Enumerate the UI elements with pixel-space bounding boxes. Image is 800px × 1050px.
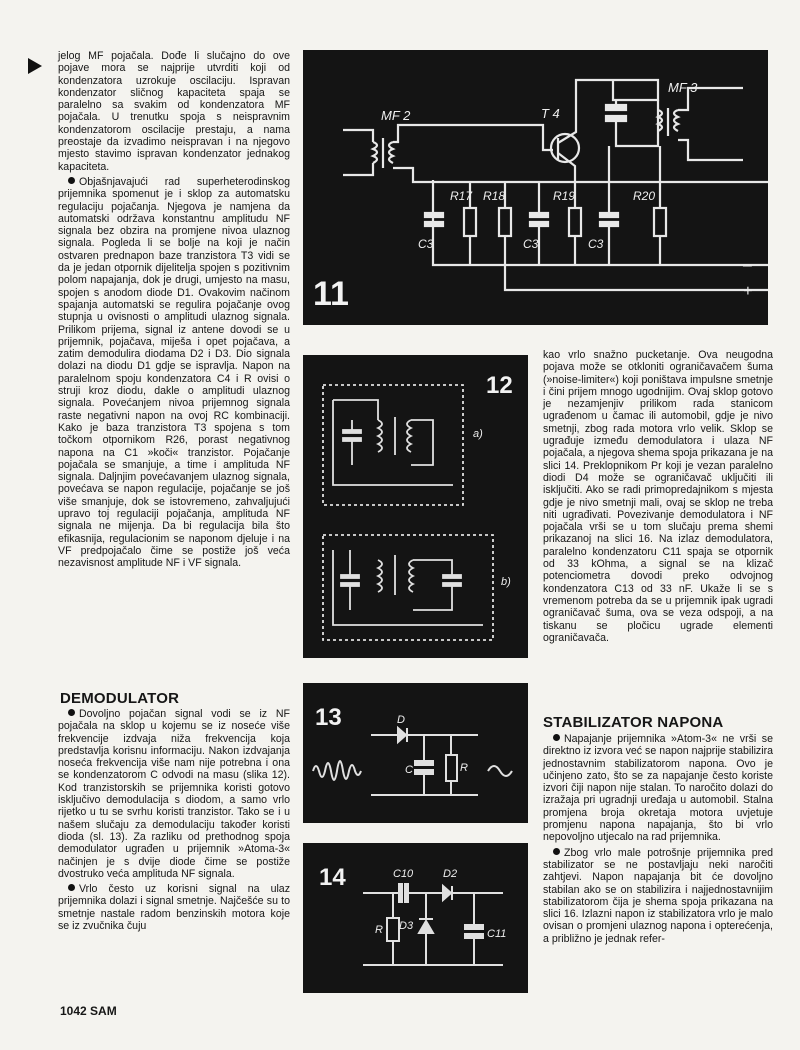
- label-minus: –: [743, 257, 752, 274]
- label-c3: C3: [588, 237, 604, 251]
- text-column-right-bottom: [543, 733, 773, 948]
- section-heading-demodulator: DEMODULATOR: [60, 690, 180, 707]
- label-c3: C3: [418, 237, 434, 251]
- label-c3: C3: [523, 237, 539, 251]
- label-r20: R20: [633, 189, 656, 203]
- bullet-icon: [68, 884, 75, 891]
- text-column-right-top: [543, 349, 773, 647]
- label-b: b): [501, 576, 511, 588]
- label-mf2: MF 2: [381, 108, 411, 123]
- label-c: C: [405, 764, 413, 776]
- figure-number: 11: [313, 275, 349, 313]
- label-r17: R17: [450, 189, 473, 203]
- label-plus: +: [743, 283, 753, 300]
- text-column-left-top: [58, 50, 290, 572]
- label-r19: R19: [553, 189, 576, 203]
- label-r: R: [460, 762, 468, 774]
- paragraph: Napajanje prijemnika »Atom-3« ne vrši se direktno iz izvora već se napon najprije stabilizira jednostavnim stabilizatorom napona. Ovo je učinjeno zato, što se za napajanje često koriste izvori čiji napon nije stalan. To naročito dolazi do izražaja pri ugradnji uređaja u automobil. Stalna promjena broja okretaja motora uvjetuje promjenu napona napajanja, što bi vrlo nepovoljno utjecalo na rad prijemnika.: [543, 733, 773, 844]
- paragraph: kao vrlo snažno pucketanje. Ova neugodna pojava može se otkloniti ograničavačem šuma (»noise-limiter«) koji poništava impulsne smetnje i čini prijem mnogo ugodnijim. Ovaj sklop gotovo je nezamjenjiv prilikom rada stanicom ugrađenom u čamac ili automobil, gdje je nivo smetnji, zbog rada motora vrlo velik. Sklop se ugrađuje između demodulatora i ulaza NF pojačala, a njegova shema spoja prikazana je na slici 14. Preklopnikom Pr koji je vezan paralelno diodi D4 može se ograničavač uključiti ili isključiti. Ako se radi primopredajnikom s mjesta gdje je nivo smetnji mali, ovaj se sklop ne treba niti ugrađivati. Povezivanje demodulatora i NF pojačala vrši se u tom slučaju prema shemi prikazanoj na slici 16. Na izlaz demodulatora, paralelno kondenzatoru C11 spaja se otpornik od 33 kOhma, a signal se na klizač potenciometra dovodi preko odvojnog kondenzatora C13 od 33 nF. Ukaže li se s vremenom potreba da se u prijemnik ipak ugradi ograničavač šuma, ova se veza odspoji, a na tiskanu se pločicu ugrade elementi ograničavača.: [543, 349, 773, 644]
- section-heading-stabilizator: STABILIZATOR NAPONA: [543, 714, 724, 731]
- paragraph: Dovoljno pojačan signal vodi se iz NF pojačala na sklop u kojemu se iz noseće više frekvencije izdvaja niža frekvencija koja predstavlja korisnu informaciju. Nakon izdvajanja noseća frekvencija više nam nije potrebna i ona se kondenzatorom C odvodi na masu (slika 12). Kod tranzistorskih se prijemnika koristi gotovo isključivo demodulacija s diodom, a samo vrlo rijetko u tu se svrhu koristi tranzistor. Tako se i u našem slučaju za demodulaciju također koristi dioda (sl. 13). Za razliku od prethodnog spoja demodulator ugrađen u prijemnik »Atoma-3« načinjen je s dvije diode čime se postiže dvostruko veća amplituda NF signala.: [58, 708, 290, 880]
- label-c11: C11: [487, 928, 507, 940]
- figure-12-demodulator-variants: [303, 355, 528, 658]
- bullet-icon: [553, 848, 560, 855]
- figure-number: 13: [315, 704, 342, 731]
- figure-14-noise-limiter: [303, 843, 528, 993]
- figure-number: 14: [319, 864, 346, 891]
- figure-number: 12: [486, 372, 513, 399]
- page-marker-arrow: [28, 58, 42, 74]
- paragraph: Zbog vrlo male potrošnje prijemnika pred stabilizator se ne postavljaju neki naročiti zahtjevi. Napon napajanja bit će dovoljno stabilan ako se on stabilizira i najjednostavnijim stabilizatorom čija je shema spoja prikazana na slici 16. Izlazni napon iz stabilizatora vrlo je malo ovisan o promjeni ulaznog napona i opterećenja, a približno je jednak refer-: [543, 846, 773, 945]
- paragraph: Objašnjavajući rad superheterodinskog prijemnika spomenut je i sklop za automatsku regulaciju pojačanja. Njegova je namjena da automatski održava konstantnu amplitudu NF signala bez obzira na promjene nivoa ulaznog signala. Pogleda li se bolje na koji je način ostvaren prednapon baze tranzistora T3 vidi se da je jedan otpornik dijelitelja spojen s pozitivnim polom napajanja, dok je drugi, umjesto na masu, spojen s anodom diode D1. Ovakovim načinom spajanja automatski se regulira pojačanje ovog stupnja u ovisnosti o amplitudi ulaznog signala. Prilikom prijema, signal iz antene dovodi se u prijemnik, pojačava, miješa i opet pojačava, a zatim demodulira diodama D2 i D3. Dio signala dolazi na diodu D1 gdje se ispravlja. Napon na paralelnom spoju kondenzatora C4 i R ovisi o struji kroz diodu, dakle o amplitudi ulaznog signala. Povećanjem nivoa prijemnog signala raste negativni napon na ovoj RC kombinaciji. Kako je baza tranzistora T3 spojena s tom točkom otpornikom R26, porast negativnog napona na C1 »koči« tranzistor. Pojačanje pojačala se smanjuje, a time i amplituda NF signala. Daljnjim povećavanjem ulaznog signala, povećava se napon regulacije, pojačanje se još više smanjuje, dok se istovremeno, zahvaljujući upravo toj regulaciji pojačanja, amplituda NF signala ne mijenja. Da bi regulacija bila što efikasnija, regulacionim se naponom djeluje i na VF predpojačalo čime se postiže još veća nezavisnost amplitude NF i VF signala.: [58, 175, 290, 570]
- bullet-icon: [553, 734, 560, 741]
- page-footer: 1042 SAM: [60, 1004, 117, 1018]
- figure-11-mf-amplifier-schematic: [303, 50, 768, 325]
- label-d: D: [397, 714, 405, 726]
- bullet-icon: [68, 709, 75, 716]
- label-d2: D2: [443, 868, 458, 880]
- text-column-left-bottom: [58, 708, 290, 935]
- label-c10: C10: [393, 868, 414, 880]
- paragraph: Vrlo često uz korisni signal na ulaz prijemnika dolazi i signal smetnje. Najčešće su to smetnje nastale radom benzinskih motora koje se iz zvučnika čuju: [58, 883, 290, 933]
- label-mf3: MF 3: [668, 80, 698, 95]
- label-r: R: [375, 924, 383, 936]
- label-d3: D3: [399, 920, 414, 932]
- figure-13-diode-demodulator: [303, 683, 528, 823]
- label-a: a): [473, 428, 483, 440]
- label-r18: R18: [483, 189, 506, 203]
- bullet-icon: [68, 177, 75, 184]
- label-t4: T 4: [541, 106, 560, 121]
- paragraph: jelog MF pojačala. Dođe li slučajno do ove pojave mora se najprije utvrditi koji od kondenzatora uzrokuje oscilaciju. Ispravan kondenzator sličnog kapaciteta spaja se paralelno sa svakim od kondenzatora MF pojačala. U trenutku spoja s neispravnim kondenzatorom oscilacije prestaju, a nama preostaje da izvadimo neispravan i na njegovo mjesto stavimo ispravan kondenzator jednakog kapaciteta.: [58, 50, 290, 173]
